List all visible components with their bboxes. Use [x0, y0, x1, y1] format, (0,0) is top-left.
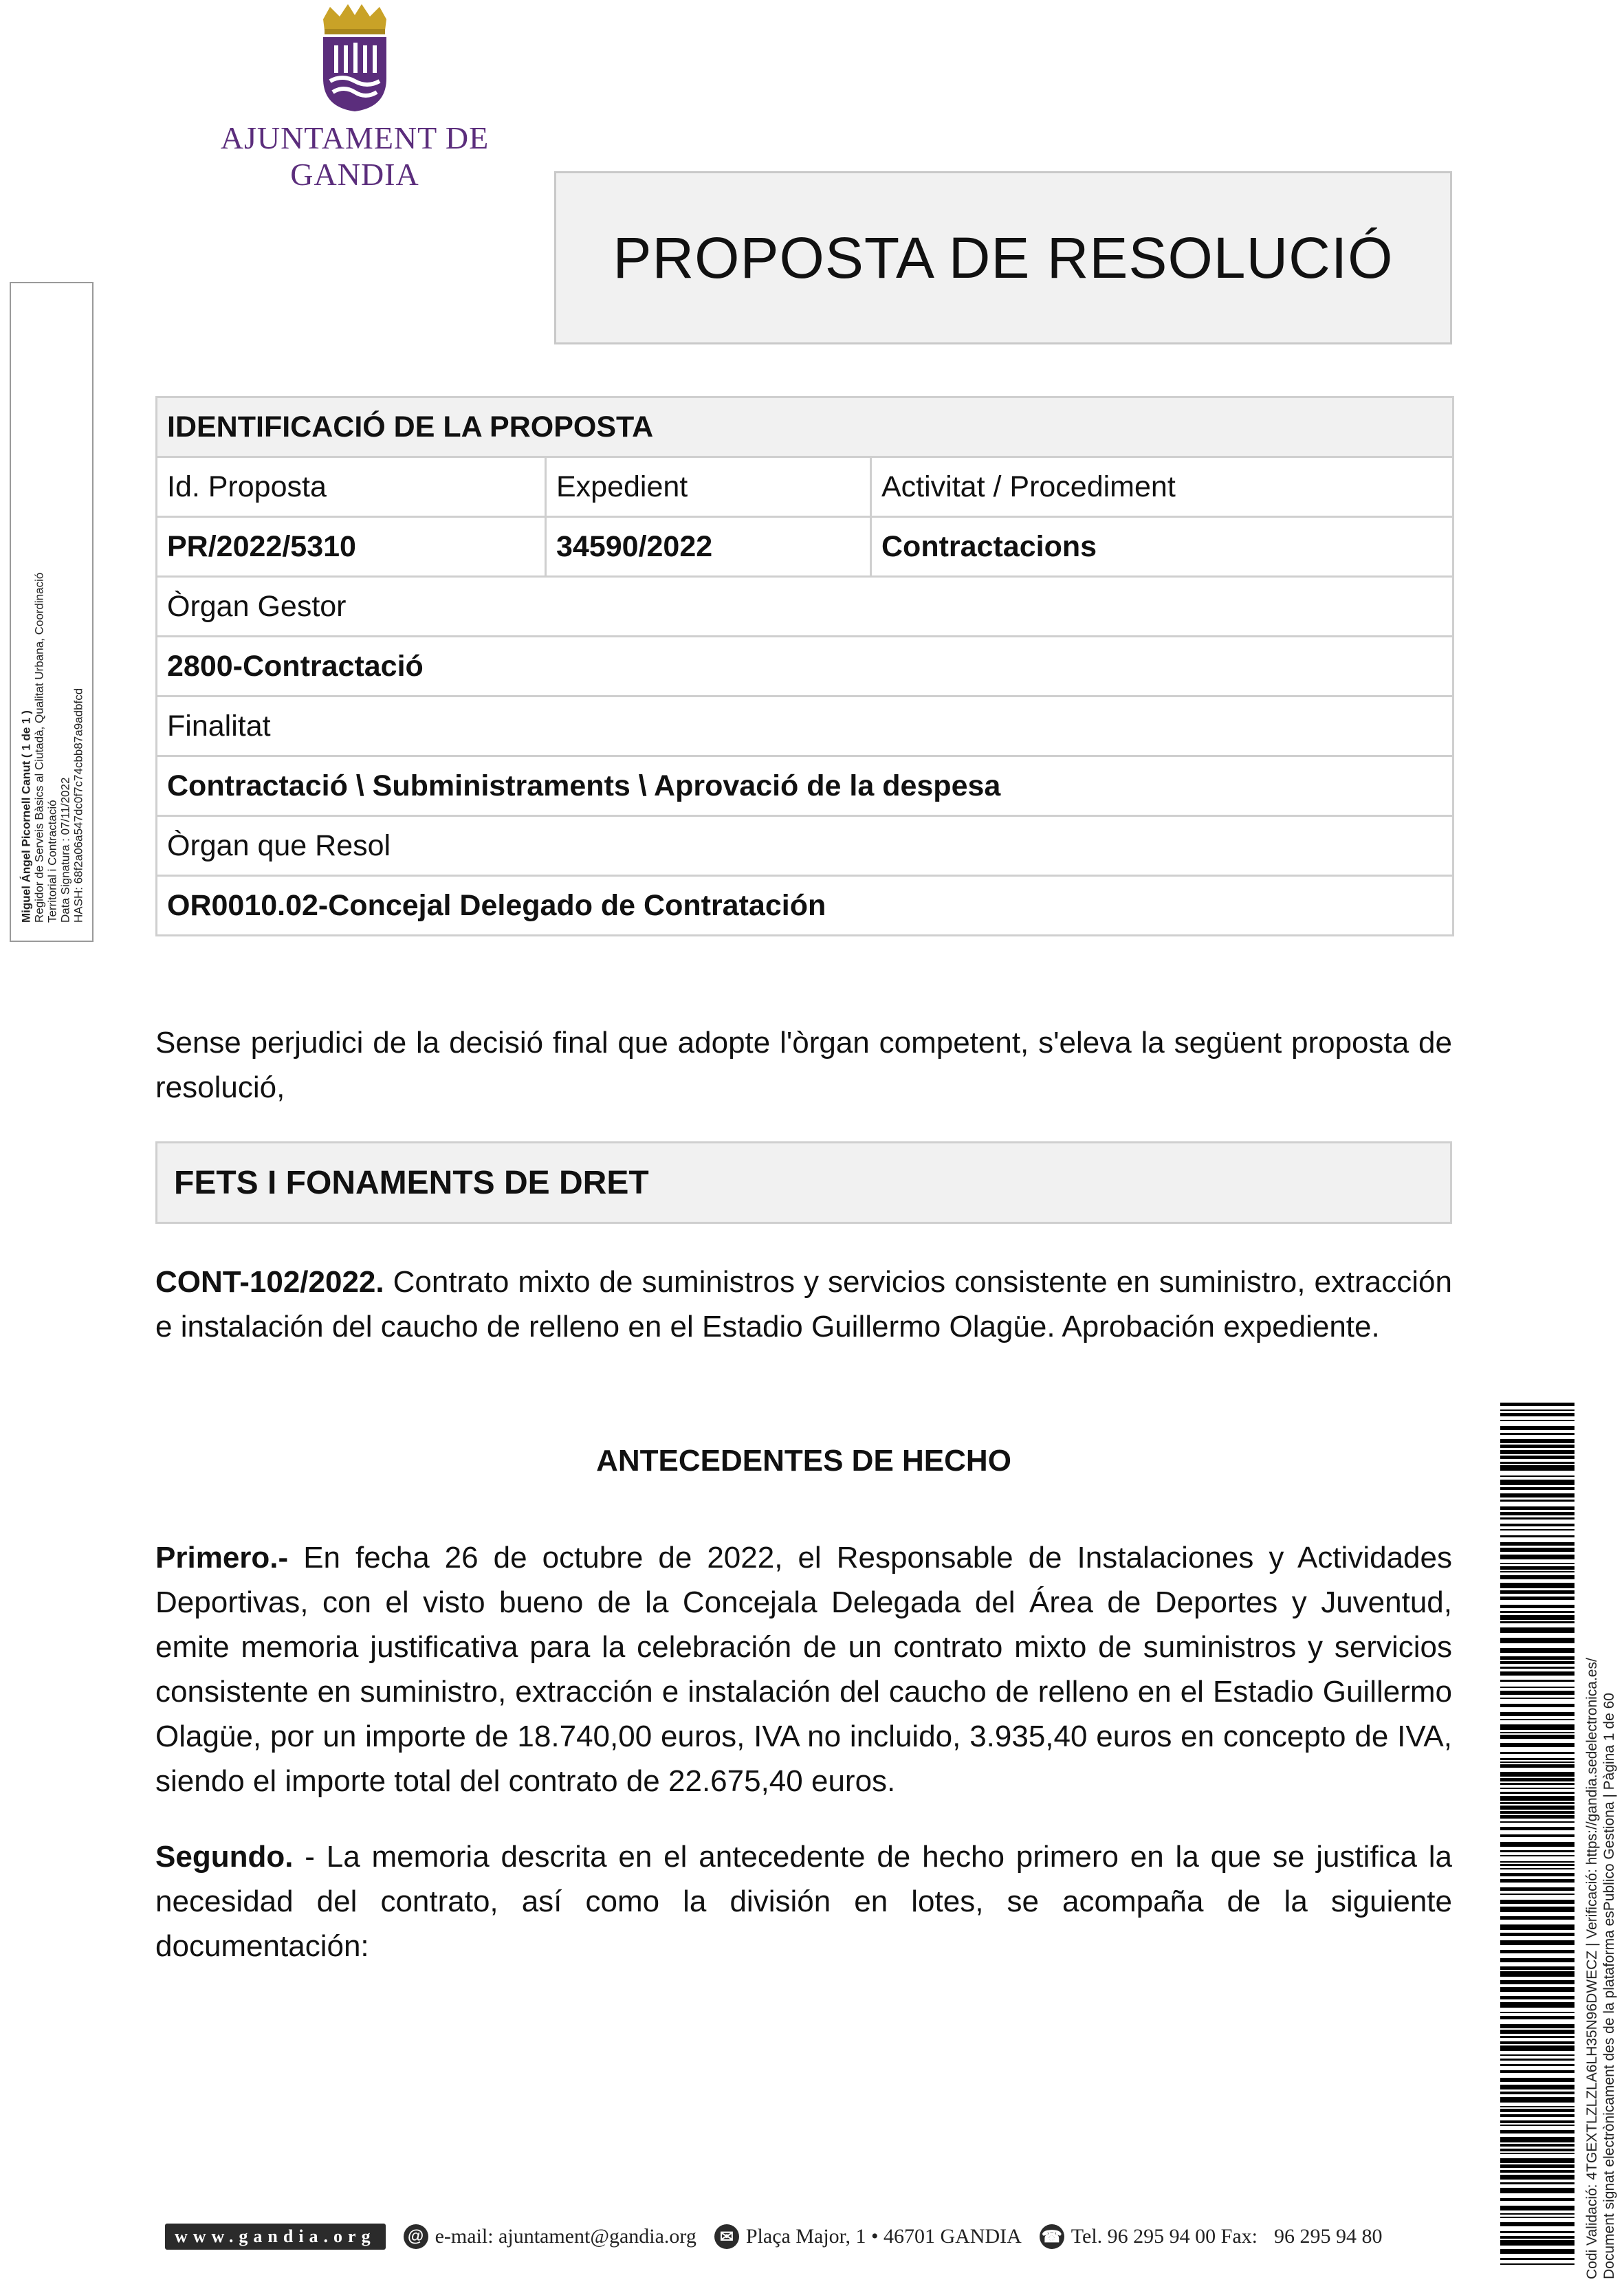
at-icon: @: [404, 2224, 428, 2249]
identification-title: IDENTIFICACIÓ DE LA PROPOSTA: [157, 397, 1453, 457]
segundo-label: Segundo.: [155, 1840, 294, 1874]
organ-resol-label: Òrgan que Resol: [157, 816, 1453, 876]
phone-icon: ☎: [1040, 2224, 1064, 2249]
fets-title: FETS I FONAMENTS DE DRET: [174, 1164, 649, 1201]
signer-name: Miguel Ángel Picornell Canut ( 1 de 1 ): [19, 710, 33, 923]
finalitat-value: Contractació \ Subministraments \ Aprovació de la despesa: [157, 756, 1453, 816]
coat-of-arms-icon: [314, 4, 396, 114]
footer-phone: Tel. 96 295 94 00 Fax:: [1071, 2225, 1258, 2248]
footer-address-item: [714, 2224, 1022, 2249]
contract-reference: CONT-102/2022.: [155, 1265, 384, 1299]
organ-gestor-value: 2800-Contractació: [157, 637, 1453, 696]
finalitat-label: Finalitat: [157, 696, 1453, 756]
activitat-value: Contractacions: [871, 517, 1453, 577]
document-title: PROPOSTA DE RESOLUCIÓ: [613, 225, 1394, 290]
signature-date: Data Signatura : 07/11/2022: [58, 777, 72, 923]
fets-section-header: [155, 1141, 1452, 1224]
contract-summary-text: Contrato mixto de suministros y servicios consistente en suministro, extracción e instalación del caucho de relleno en el Estadio Guillermo Olagüe. Aprobación expediente.: [155, 1265, 1452, 1343]
expedient-value: 34590/2022: [546, 517, 871, 577]
signature-box: [10, 282, 94, 942]
segundo-paragraph: [155, 1834, 1452, 1968]
intro-paragraph: Sense perjudici de la decisió final que adopte l'òrgan competent, s'eleva la següent proposta de resolució,: [155, 1026, 1452, 1104]
footer-fax: 96 295 94 80: [1274, 2225, 1383, 2248]
contract-summary-paragraph: [155, 1260, 1452, 1349]
id-proposta-label: Id. Proposta: [157, 457, 546, 517]
primero-text: En fecha 26 de octubre de 2022, el Responsable de Instalaciones y Actividades Deportivas, con el visto bueno de la Concejala Delegada del Área de Deportes y Juventud, emite memoria justificativa para la celebración de un contrato mixto de suministros y servicios consistente en suministro, extracción e instalación del caucho de relleno en el Estadio Guillermo Olagüe, por un importe de 18.740,00 euros, IVA no incluido, 3.935,40 euros en concepto de IVA, siendo el importe total del contrato de 22.675,40 euros.: [155, 1541, 1452, 1798]
footer-email-item: [404, 2224, 696, 2249]
document-title-box: [554, 171, 1452, 344]
id-proposta-value: PR/2022/5310: [157, 517, 546, 577]
page-footer: [165, 2219, 1437, 2254]
envelope-icon: ✉: [714, 2224, 739, 2249]
verification-platform: Document signat electrònicament des de la plataforma esPublico Gestiona | Pàgina 1 de 60: [1601, 1693, 1617, 2279]
footer-website[interactable]: www.gandia.org: [165, 2224, 386, 2250]
ajuntament-logo: [169, 4, 540, 192]
segundo-text: - La memoria descrita en el antecedente de hecho primero en la que se justifica la necesidad del contrato, así como la división en lotes, se acompaña de la siguiente documentación:: [155, 1840, 1452, 1963]
footer-address: Plaça Major, 1 • 46701 GANDIA: [745, 2225, 1022, 2248]
antecedentes-title: ANTECEDENTES DE HECHO: [596, 1444, 1011, 1478]
identification-table: [155, 396, 1454, 936]
signature-text: [20, 304, 85, 923]
footer-phone-item: [1040, 2224, 1383, 2249]
primero-paragraph: [155, 1535, 1452, 1803]
signer-role-cont: Territorial i Contractació: [45, 800, 59, 923]
logo-text: AJUNTAMENT DE GANDIA: [220, 120, 490, 192]
verification-barcode: [1500, 1403, 1574, 2269]
organ-resol-value: OR0010.02-Concejal Delegado de Contratación: [157, 876, 1453, 936]
primero-label: Primero.-: [155, 1541, 289, 1575]
verification-code: Codi Validació: 4TGEXTLZLZLA6LH35N96DWECZ | Verificació: https://gandia.sedelectronica.es/: [1584, 1658, 1600, 2279]
organ-gestor-label: Òrgan Gestor: [157, 577, 1453, 637]
verification-text: [1583, 1406, 1618, 2279]
footer-email[interactable]: e-mail: ajuntament@gandia.org: [435, 2225, 696, 2248]
signer-role: Regidor de Serveis Bàsics al Ciutadà, Qualitat Urbana, Coordinació: [32, 572, 46, 923]
signature-hash: HASH: 68f2a06a547dc0f7c74cbb87a9adbfcd: [72, 688, 85, 923]
expedient-label: Expedient: [546, 457, 871, 517]
activitat-label: Activitat / Procediment: [871, 457, 1453, 517]
